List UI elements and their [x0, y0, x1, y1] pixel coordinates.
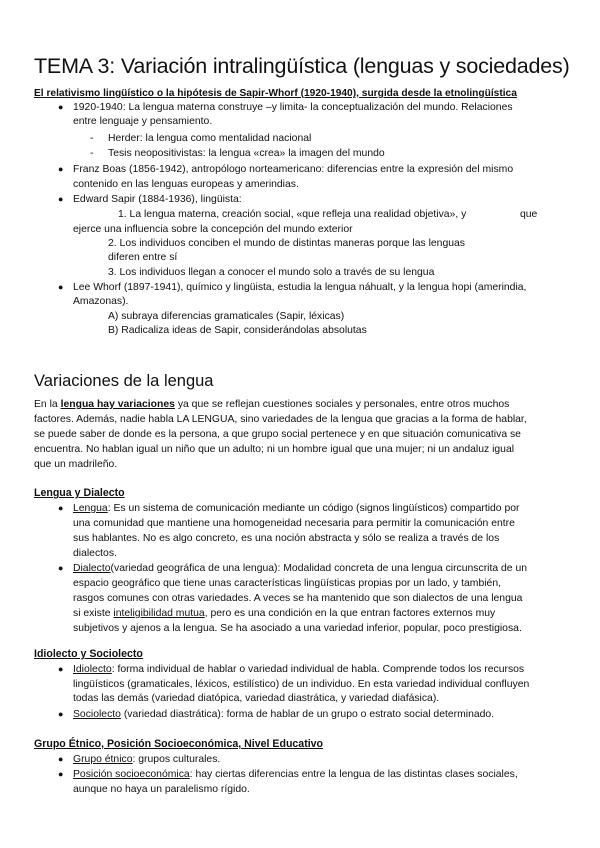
- paragraph-line: [34, 398, 509, 411]
- text-span: : Es un sistema de comunicación mediante un código (signos lingüísticos) compartido por: [107, 503, 520, 514]
- text-line: que: [520, 209, 538, 220]
- text-line: aunque no haya un paralelismo rígido.: [73, 784, 250, 795]
- text-line: subjetivos y ajenos a la lengua. Se ha asociado a una variedad inferior, popular, poco prestigiosa.: [73, 623, 522, 634]
- text-span: : grupos culturales.: [132, 754, 221, 765]
- text-line: Franz Boas (1856-1942), antropólogo norteamericano: diferencias entre la expresión del mismo: [73, 164, 514, 175]
- text-span: : hay ciertas diferencias entre la lengua de las distintas clases sociales,: [189, 769, 518, 780]
- text-span: ya que se reflejan cuestiones sociales y personales, entre otros muchos: [174, 399, 510, 410]
- section-heading-grupo-etnico: Grupo Étnico, Posición Socioeconómica, Nivel Educativo: [34, 738, 324, 750]
- text-line: Edward Sapir (1884-1936), lingüista:: [73, 194, 242, 205]
- text-line: entre lenguaje y pensamiento.: [73, 116, 213, 127]
- text-line: una comunidad que mantiene una homogeneidad necesaria para permitir la comunicación entre: [73, 518, 515, 529]
- text-line: contenido en las lenguas europeas y amerindias.: [73, 179, 299, 190]
- paragraph-line: encuentra. No hablan igual un niño que un adulto; ni un hombre igual que una mujer; ni un andaluz igual: [34, 444, 515, 455]
- text-line: 2. Los individuos conciben el mundo de distintas maneras porque las lenguas: [108, 238, 465, 249]
- text-line: Amazonas).: [73, 296, 129, 307]
- text-line: [73, 708, 494, 721]
- text-line: Lee Whorf (1897-1941), químico y lingüista, estudia la lengua náhualt, y la lengua hopi (amerindia,: [73, 282, 527, 293]
- text-line: 1920-1940: La lengua materna construye –y limita- la conceptualización del mundo. Relaciones: [73, 102, 513, 113]
- text-line: [73, 768, 518, 781]
- section-heading-lengua-dialecto: Lengua y Dialecto: [34, 487, 125, 499]
- text-line: 3. Los individuos llegan a conocer el mundo solo a través de su lengua: [108, 267, 435, 278]
- section-heading-relativismo: El relativismo lingüístico o la hipótesis de Sapir-Whorf (1920-1940), surgida desde la etnolingüística: [34, 88, 517, 99]
- text-line: diferen entre sí: [108, 252, 178, 263]
- section-heading-idiolecto: Idiolecto y Sociolecto: [34, 648, 143, 660]
- section-heading-variaciones: Variaciones de la lengua: [34, 372, 214, 390]
- text-line: lingüísticos (gramaticales, léxicos, estilístico) de un individuo. En esta variedad individual confluyen: [73, 679, 530, 690]
- text-span: (variedad geográfica de una lengua): Modalidad concreta de una lengua circunscrita de un: [110, 563, 528, 574]
- underlined-term: lengua hay variaciones: [60, 399, 175, 410]
- text-line: ejerce una influencia sobre la concepción del mundo exterior: [73, 224, 353, 235]
- bullet-icon: ●: [58, 754, 64, 764]
- bullet-icon: ●: [58, 164, 64, 174]
- bullet-icon: ●: [58, 282, 64, 292]
- text-span: : forma individual de hablar o variedad individual de habla. Comprende todos los recursos: [111, 664, 525, 675]
- text-line: [73, 663, 524, 676]
- text-line: [73, 753, 220, 766]
- text-line: Herder: la lengua como mentalidad nacional: [108, 133, 312, 144]
- term-posicion-socioeconomica: Posición socioeconómica: [73, 769, 190, 780]
- bullet-icon: ●: [58, 709, 64, 719]
- text-line: rasgos comunes con otras variedades. A veces se ha mantenido que son dialectos de una lengua: [73, 593, 523, 604]
- dash-icon: -: [90, 148, 94, 159]
- bullet-icon: ●: [58, 503, 64, 513]
- text-line: 1. La lengua materna, creación social, «que refleja una realidad objetiva», y: [118, 209, 467, 220]
- text-line: A) subraya diferencias gramaticales (Sapir, léxicas): [108, 311, 345, 322]
- term-sociolecto: Sociolecto: [73, 709, 121, 720]
- term-inteligibilidad: inteligibilidad mutua: [113, 608, 205, 619]
- term-idiolecto: Idiolecto: [73, 664, 112, 675]
- text-span: En la: [34, 399, 61, 410]
- term-lengua: Lengua: [73, 503, 108, 514]
- text-line: Tesis neopositivistas: la lengua «crea» la imagen del mundo: [108, 148, 385, 159]
- term-dialecto: Dialecto: [73, 563, 111, 574]
- paragraph-line: se puede saber de donde es la persona, a que grupo social pertenece y en que situación comunicativa se: [34, 429, 521, 440]
- text-line: B) Radicaliza ideas de Sapir, considerándolas absolutas: [108, 325, 367, 336]
- paragraph-line: factores. Además, nadie habla LA LENGUA, sino variedades de la lengua que gracias a la forma de hablar,: [34, 414, 527, 425]
- bullet-icon: ●: [58, 194, 64, 204]
- text-line: [73, 502, 519, 515]
- text-line: sus hablantes. No es algo concreto, es una noción abstracta y sólo se realiza a través de los: [73, 533, 500, 544]
- page-title: TEMA 3: Variación intralingüística (lenguas y sociedades): [34, 54, 570, 78]
- text-line: [73, 562, 527, 575]
- bullet-icon: ●: [58, 664, 64, 674]
- text-line: [73, 607, 495, 620]
- term-grupo-etnico: Grupo étnico: [73, 754, 133, 765]
- text-span: (variedad diastrática): forma de hablar de un grupo o estrato social determinado.: [120, 709, 495, 720]
- text-span: , pero es una condición en la que entran factores externos muy: [204, 608, 496, 619]
- paragraph-line: que un madrileño.: [34, 459, 118, 470]
- dash-icon: -: [90, 133, 94, 144]
- bullet-icon: ●: [58, 102, 64, 112]
- text-line: dialectos.: [73, 548, 117, 559]
- text-span: si existe: [73, 608, 114, 619]
- bullet-icon: ●: [58, 563, 64, 573]
- text-line: espacio geográfico que tiene unas características lingüísticas propias por un lado, y también,: [73, 578, 501, 589]
- text-line: todas las demás (variedad diatópica, variedad diastrática, y variedad diafásica).: [73, 693, 440, 704]
- bullet-icon: ●: [58, 769, 64, 779]
